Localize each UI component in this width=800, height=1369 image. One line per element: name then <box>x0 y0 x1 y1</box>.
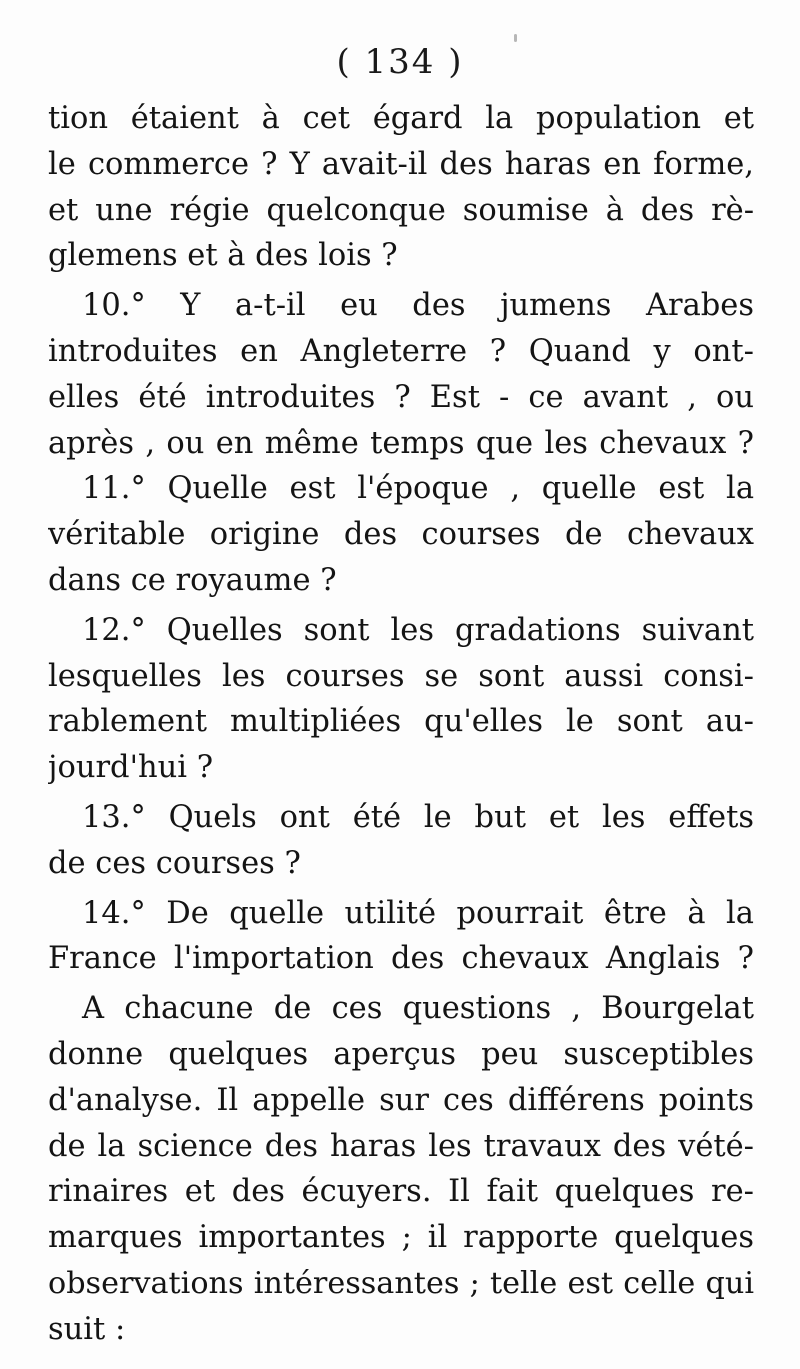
text-line: 14.° De quelle utilité pourrait être à la <box>82 895 754 931</box>
text-line: et une régie quelconque soumise à des rè- <box>48 192 754 228</box>
commentary-paragraph <box>48 986 754 1352</box>
text-line: France l'importation des chevaux Anglais ? <box>48 941 754 977</box>
page-number: ( 134 ) <box>336 42 464 82</box>
text-line: le commerce ? Y avait-il des haras en forme, <box>48 146 754 182</box>
text-line: après , ou en même temps que les chevaux ? <box>48 425 754 461</box>
question-11 <box>48 466 754 603</box>
text-line: dans ce royaume ? <box>48 562 337 598</box>
text-line: observations intéressantes ; telle est celle qui <box>48 1265 754 1301</box>
scan-speck <box>514 34 517 42</box>
body-text <box>48 96 754 1353</box>
text-line: de la science des haras les travaux des vété- <box>48 1128 754 1164</box>
text-line: d'analyse. Il appelle sur ces différens points <box>48 1082 754 1118</box>
text-line: donne quelques aperçus peu susceptibles <box>48 1036 754 1072</box>
text-line: 13.° Quels ont été le but et les effets <box>82 799 754 835</box>
question-13 <box>48 795 754 887</box>
text-line: jourd'hui ? <box>48 750 214 786</box>
text-line: 12.° Quelles sont les gradations suivant <box>82 612 754 648</box>
text-line: 10.° Y a-t-il eu des jumens Arabes <box>82 288 754 324</box>
text-line: tion étaient à cet égard la population et <box>48 101 754 136</box>
question-14 <box>48 891 754 983</box>
text-line: 11.° Quelle est l'époque , quelle est la <box>82 471 754 507</box>
text-line: elles été introduites ? Est - ce avant , ou <box>48 379 754 415</box>
text-line: de ces courses ? <box>48 845 301 881</box>
text-line: véritable origine des courses de chevaux <box>48 517 754 553</box>
text-line: marques importantes ; il rapporte quelques <box>48 1220 754 1256</box>
question-10 <box>48 283 754 466</box>
question-12 <box>48 608 754 791</box>
text-line: A chacune de ces questions , Bourgelat <box>82 991 754 1027</box>
text-line: glemens et à des lois ? <box>48 238 398 274</box>
text-line: rablement multipliées qu'elles le sont au- <box>48 704 754 740</box>
text-line: suit : <box>48 1311 126 1347</box>
text-line: introduites en Angleterre ? Quand y ont- <box>48 333 754 369</box>
paragraph-continuation <box>48 96 754 279</box>
text-line: lesquelles les courses se sont aussi consi- <box>48 658 754 694</box>
text-line: rinaires et des écuyers. Il fait quelques re- <box>48 1174 754 1210</box>
